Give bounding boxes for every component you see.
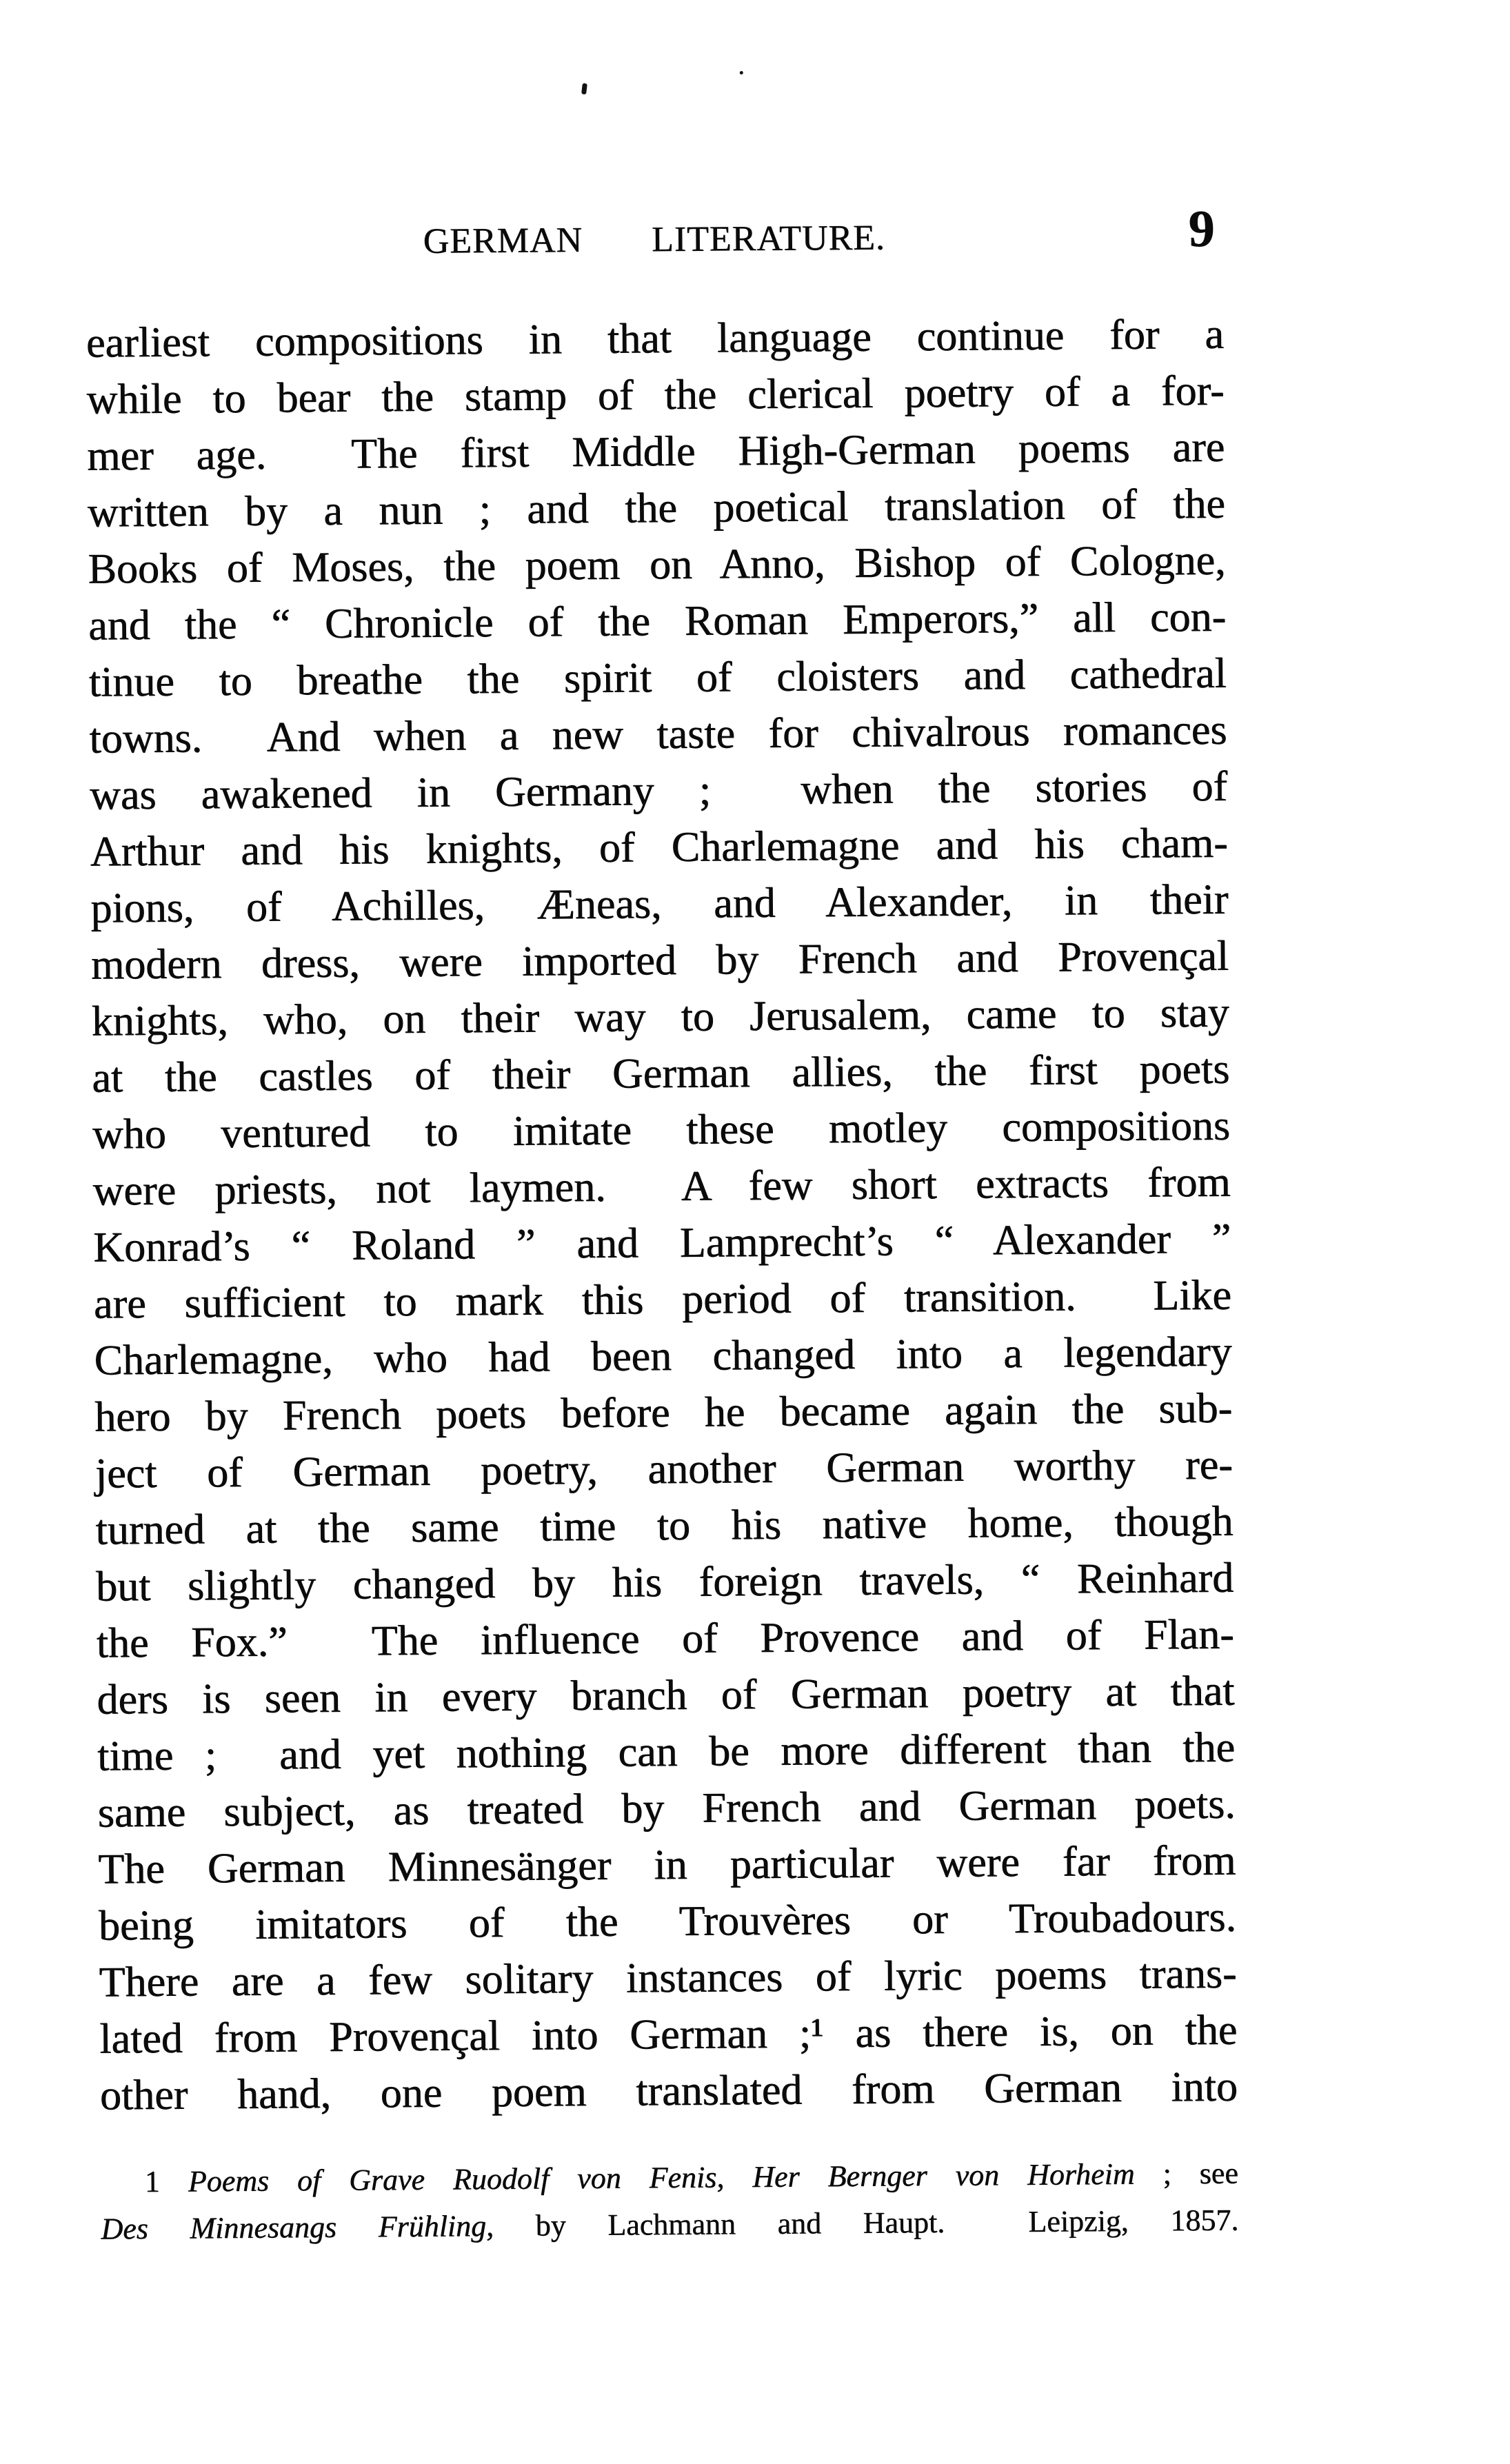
body-line: modern dress, were imported by French and Provençal — [90, 932, 1229, 989]
body-line: Arthur and his knights, of Charlemagne and his cham- — [90, 819, 1228, 876]
footnote-line — [101, 2150, 1238, 2205]
body-line: hero by French poets before he became again the sub- — [94, 1384, 1233, 1441]
body-line: being imitators of the Trouvères or Troubadours. — [98, 1893, 1237, 1950]
body-line: are sufficient to mark this period of transition. Like — [93, 1271, 1232, 1328]
body-line: the Fox.” The influence of Provence and of Flan- — [96, 1610, 1234, 1667]
body-line: Books of Moses, the poem on Anno, Bishop of Cologne, — [88, 536, 1226, 593]
ink-speck — [740, 71, 743, 74]
body-line: were priests, not laymen. A few short extracts from — [92, 1158, 1231, 1215]
footnote — [101, 2150, 1239, 2252]
footnote-segment: Poems of Grave Ruodolf von Fenis, Her Bernger von Horheim — [188, 2157, 1135, 2199]
footnote-segment: by Lachmann and Haupt. Leipzig, 1857. — [493, 2203, 1239, 2243]
ink-speck — [581, 83, 587, 94]
body-line: who ventured to imitate these motley compositions — [92, 1102, 1231, 1158]
running-header-title: GERMAN LITERATURE. — [423, 218, 886, 261]
body-line: same subject, as treated by French and German poets. — [97, 1780, 1236, 1837]
body-line: lated from Provençal into German ;¹ as there is, on the — [99, 2006, 1238, 2063]
body-line: turned at the same time to his native home, though — [95, 1497, 1234, 1554]
footnote-segment: 1 — [144, 2164, 188, 2199]
body-line: tinue to breathe the spirit of cloisters and cathedral — [88, 649, 1227, 706]
body-line: earliest compositions in that language continue for a — [85, 310, 1225, 367]
body-line: time ; and yet nothing can be more different than the — [97, 1724, 1236, 1780]
body-line: but slightly changed by his foreign travels, “ Reinhard — [95, 1554, 1234, 1610]
footnote-line — [101, 2197, 1238, 2252]
page-number: 9 — [1188, 199, 1215, 258]
body-text — [86, 306, 1238, 2124]
body-line: while to bear the stamp of the clerical poetry of a for- — [86, 367, 1225, 423]
body-line: other hand, one poem translated from German into — [99, 2063, 1238, 2119]
body-line: was awakened in Germany ; when the stories of — [89, 763, 1228, 819]
body-line: Konrad’s “ Roland ” and Lamprecht’s “ Alexander ” — [92, 1215, 1231, 1271]
body-line: ders is seen in every branch of German poetry at that — [97, 1667, 1235, 1724]
footnote-segment: Des Minnesangs Frühling, — [101, 2208, 494, 2246]
body-line: and the “ Chronicle of the Roman Emperors,” all con- — [88, 593, 1227, 649]
body-line: The German Minnesänger in particular were far from — [97, 1837, 1236, 1893]
body-line: mer age. The first Middle High-German poems are — [86, 423, 1225, 480]
body-line: towns. And when a new taste for chivalrous romances — [89, 706, 1227, 763]
footnote-segment: ; see — [1134, 2156, 1238, 2191]
body-line: Charlemagne, who had been changed into a legendary — [94, 1328, 1232, 1384]
body-line: pions, of Achilles, Æneas, and Alexander, in their — [90, 876, 1229, 932]
body-line: There are a few solitary instances of lyric poems trans- — [99, 1950, 1237, 2006]
body-line: ject of German poetry, another German worthy re- — [94, 1441, 1233, 1497]
body-line: at the castles of their German allies, the first poets — [91, 1045, 1230, 1102]
page-content — [83, 0, 1240, 2464]
body-line: knights, who, on their way to Jerusalem, came to stay — [91, 989, 1229, 1045]
body-line: written by a nun ; and the poetical translation of the — [87, 480, 1225, 536]
